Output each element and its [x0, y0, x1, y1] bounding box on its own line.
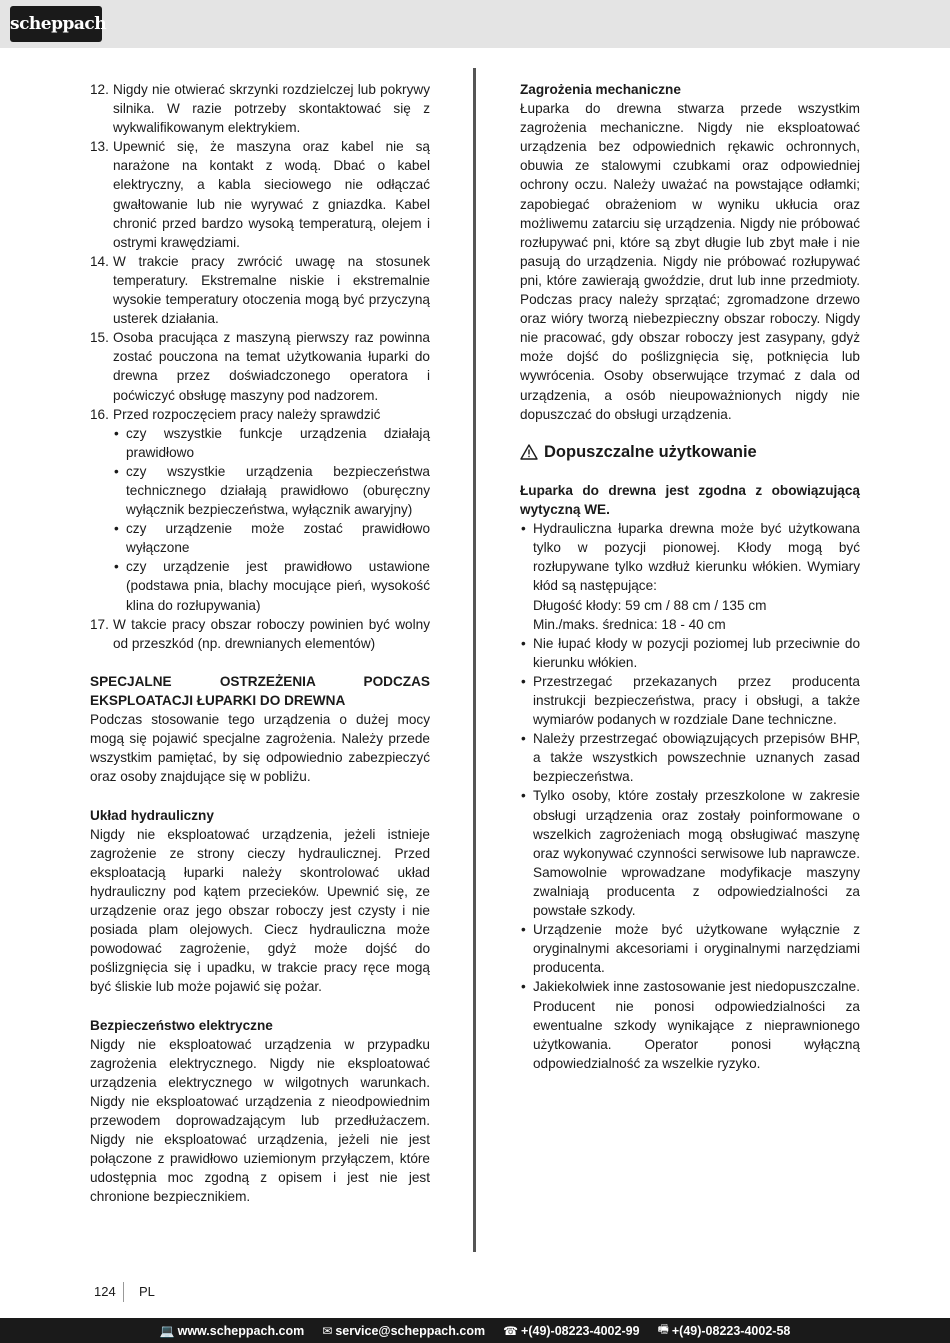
numbered-list: [90, 80, 430, 653]
electric-heading: Bezpieczeństwo elektryczne: [90, 1017, 273, 1033]
bullet-item: • Przestrzegać przekazanych przez producenta instrukcji bezpieczeństwa, pracy i obsługi, a także wymiarów podanych w rozdziale Dane techniczne.: [520, 672, 860, 729]
fax-icon: 🖷: [657, 1322, 669, 1336]
page-number: 124: [94, 1284, 116, 1299]
column-divider: [473, 68, 476, 1252]
scheppach-logo: scheppach: [10, 6, 102, 42]
list-item: 16. Przed rozpoczęciem pracy należy sprawdzić • czy wszystkie funkcje urządzenia działają prawidłowo • czy wszystkie urządzenia bezpieczeństwa technicznego działają prawidłowo (oburęczny wyłącznik bezpieczeństwa, wyłącznik awaryjny) • czy urządzenie może zostać prawidłowo wyłączone • czy urządzenie jest prawidłowo ustawione (podstawa pnia, blachy mocujące pień, wysokość klina do rozłupywania): [90, 405, 430, 615]
list-item: 12. Nigdy nie otwierać skrzynki rozdzielczej lub pokrywy silnika. W razie potrzeby skontaktować się z wykwalifikowanym elektrykiem.: [90, 82, 430, 136]
bullet-item: • Nie łupać kłody w pozycji poziomej lub przeciwnie do kierunku włókien.: [520, 634, 860, 672]
special-warnings-text: Podczas stosowanie tego urządzenia o dużej mocy mogą się pojawić specjalne zagrożenia. Należy przede wszystkim pamiętać, by się odpowiednio zabezpieczyć oraz osoby znajdujące się w pobliżu.: [90, 712, 430, 785]
header-bar: [0, 0, 950, 48]
list-item: 15. Osoba pracująca z maszyną pierwszy raz powinna zostać pouczona na temat użytkowania łuparki do drewna przez doświadczonego operatora i poćwiczyć obsługę maszyny pod nadzorem.: [90, 330, 430, 403]
footer-divider: [123, 1282, 124, 1302]
website-link[interactable]: 💻 www.scheppach.com: [159, 1323, 305, 1338]
bullet-item: • Należy przestrzegać obowiązujących przepisów BHP, a także wszystkich powszechnie uznanych zasad bezpieczeństwa.: [520, 729, 860, 786]
check-bullets: [113, 424, 430, 615]
warning-icon: [520, 444, 538, 460]
bullet-item: • Jakiekolwiek inne zastosowanie jest niedopuszczalne. Producent nie ponosi odpowiedzialności za ewentualne szkody wynikające z nieprawnionego użytkowania. Operator ponosi wyłączną odpowiedzialność za wszelkie ryzyko.: [520, 977, 860, 1072]
bullet-item: • Hydrauliczna łuparka drewna może być użytkowana tylko w pozycji pionowej. Kłody mogą być rozłupywane tylko wzdłuż kierunku włókien. Wymiary kłód są następujące: Długość kłody: 59 cm / 88 cm / 135 cm Min./maks. średnica: 18 - 40 cm: [520, 519, 860, 634]
list-item: 14. W trakcie pracy zwrócić uwagę na stosunek temperatury. Ekstremalne niskie i ekstremalnie wysokie temperatury otoczenia mogą być przyczyną usterek działania.: [90, 253, 430, 327]
intended-use-bullets: [520, 519, 860, 1073]
email-link[interactable]: ✉ service@scheppach.com: [322, 1323, 486, 1338]
bullet-item: • czy wszystkie urządzenia bezpieczeństwa technicznego działają prawidłowo (oburęczny wyłącznik bezpieczeństwa, wyłącznik awaryjny): [113, 462, 430, 519]
list-item: 13. Upewnić się, że maszyna oraz kabel nie są narażone na kontakt z wodą. Dbać o kabel elektryczny, a kabla sieciowego nie odłączać gwałtowanie lub nie wyrywać z gniazdka. Kabel chronić przed bardzo wysoką temperaturą, olejem i ostrymi krawędziami.: [90, 139, 430, 250]
intended-use-title: Dopuszczalne użytkowanie: [520, 443, 860, 462]
bullet-item: • czy wszystkie funkcje urządzenia działają prawidłowo: [113, 424, 430, 462]
bullet-item: • czy urządzenie jest prawidłowo ustawione (podstawa pnia, blachy mocujące pień, wysokość klina do rozłupywania): [113, 557, 430, 614]
electric-text: Nigdy nie eksploatować urządzenia w przypadku zagrożenia elektrycznego. Nigdy nie eksploatować urządzenia elektrycznego w wilgotnych warunkach. Nigdy nie eksploatować urządzenia z nieodpowiednim przewodem doprowadzającym lub przedłużaczem. Nigdy nie eksploatować urządzenia, jeżeli nie jest połączone z prawidłowo uziemionym przyłączem, które udostępnia moc zgodną z opisem i jest nie jest chronione bezpiecznikiem.: [90, 1036, 430, 1205]
mechanical-text: Łuparka do drewna stwarza przede wszystkim zagrożenia mechaniczne. Nigdy nie eksploatować urządzenia bez odpowiednich rękawic ochronnych, obuwia ze stalowymi czubkami oraz odpowiedniej ochrony oczu. Należy uważać na powstające odłamki; zapobiegać obrażeniom w wyniku ukłucia oraz możliwemu zatarciu się urządzenia. Nigdy nie próbować rozłupywać pni, które są zbyt długie lub zbyt małe i nie pasują do urządzenia. Nigdy nie próbować rozłupywać pni, które zawierają gwoździe, drut lub inne przedmioty. Podczas pracy należy sprzątać; zgromadzone drzewo oraz wióry tworzą niebezpieczny obszar roboczy. Nigdy nie pracować, gdy obszar roboczy jest zasypany, gdyż może dojść do poślizgnięcia się, potknięcia lub wywrócenia. Osoby obserwujące trzymać z dala od urządzenia, a osób nieupoważnionych nigdy nie dopuszczać do obsługi urządzenia.: [520, 101, 860, 422]
bullet-item: • Urządzenie może być użytkowane wyłącznie z oryginalnymi akcesoriami i oryginalnymi narzędziami producenta.: [520, 920, 860, 977]
special-warnings-heading: SPECJALNE OSTRZEŻENIA PODCZAS EKSPLOATACJI ŁUPARKI DO DREWNA: [90, 673, 430, 708]
right-column: [520, 80, 860, 1073]
bullet-item: • czy urządzenie może zostać prawidłowo wyłączone: [113, 519, 430, 557]
language-code: PL: [139, 1284, 155, 1299]
hydraulic-heading: Układ hydrauliczny: [90, 807, 214, 823]
hydraulic-text: Nigdy nie eksploatować urządzenia, jeżeli istnieje zagrożenie ze strony cieczy hydraulicznej. Przed eksploatacją łuparki należy skontrolować układ hydrauliczny pod kątem przecieków. Upewnić się, ze urządzenie oraz jego obszar roboczy jest czysty i nie posiada plam olejowych. Ciecz hydrauliczna może powodować zagrożenie, gdyż może dojść do poślizgnięcia się i upadku, w trakcie pracy ręce mogą być śliskie lub może pojawić się pożar.: [90, 826, 430, 995]
left-column: [90, 80, 430, 1207]
list-item: 17. W takcie pracy obszar roboczy powinien być wolny od przeszkód (np. drewnianych elementów): [90, 616, 430, 651]
bullet-item: • Tylko osoby, które zostały przeszkolone w zakresie obsługi urządzenia oraz zostały poinformowane o wszelkich zagrożeniach mogą obsługiwać maszynę oraz wykonywać czynności serwisowe lub naprawcze. Samowolnie wprowadzane modyfikacje maszyny zwalniają producenta z odpowiedzialności za powstałe szkody.: [520, 786, 860, 920]
mail-icon: ✉: [322, 1323, 333, 1338]
monitor-icon: 💻: [159, 1323, 175, 1338]
mechanical-heading: Zagrożenia mechaniczne: [520, 82, 681, 97]
intended-use-heading: Łuparka do drewna jest zgodna z obowiązującą wytyczną WE.: [520, 482, 860, 518]
fax-number[interactable]: 🖷 +(49)-08223-4002-58: [658, 1320, 791, 1341]
phone-icon: ☎: [503, 1323, 519, 1338]
phone-number[interactable]: ☎ +(49)-08223-4002-99: [503, 1323, 640, 1338]
contact-bar: [0, 1318, 950, 1343]
